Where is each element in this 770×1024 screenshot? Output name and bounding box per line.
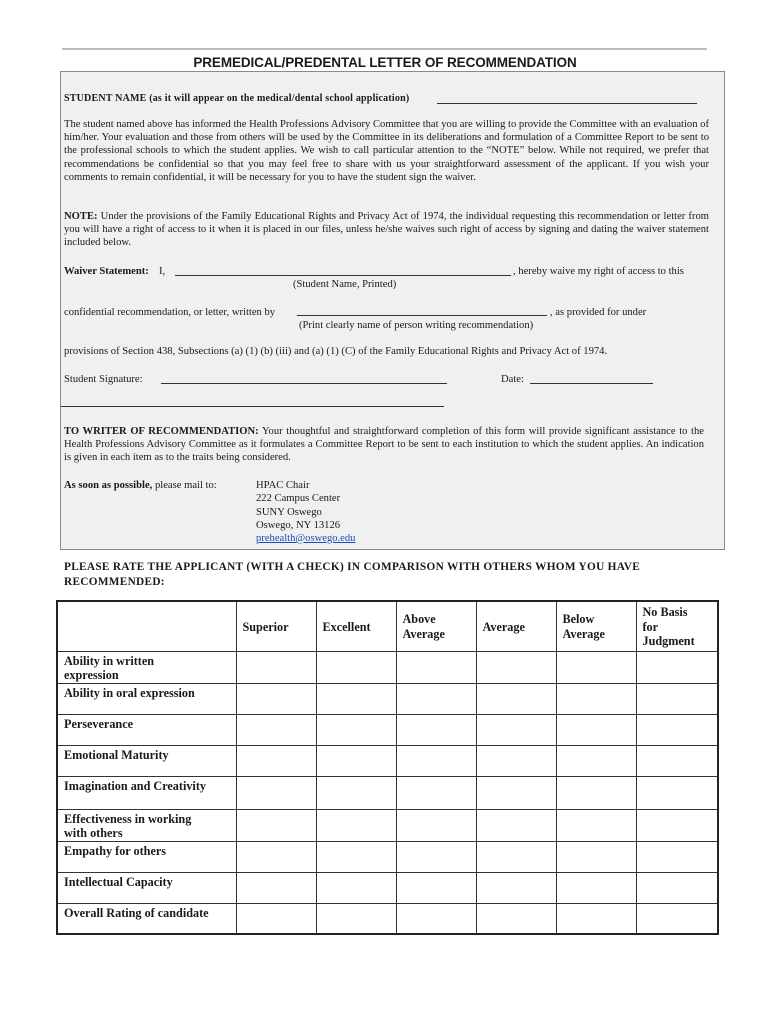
table-row — [57, 841, 718, 872]
confidential-text: confidential recommendation, or letter, written by — [64, 307, 276, 318]
rating-cell[interactable] — [236, 872, 316, 903]
rating-cell[interactable] — [476, 872, 556, 903]
table-row — [57, 776, 718, 809]
rating-cell[interactable] — [316, 683, 396, 714]
date-field[interactable] — [530, 383, 653, 384]
rating-cell[interactable] — [396, 841, 476, 872]
trait-label-line: Overall Rating of candidate — [64, 905, 209, 920]
rating-cell[interactable] — [316, 651, 396, 683]
rating-cell[interactable] — [476, 683, 556, 714]
trait-label-line: Emotional Maturity — [64, 747, 169, 762]
column-header-line: No Basis — [642, 605, 688, 619]
waiver-hereby: , hereby waive my right of access to this — [513, 266, 684, 277]
table-row — [57, 683, 718, 714]
rating-cell[interactable] — [636, 872, 718, 903]
trait-label-line: Empathy for others — [64, 843, 167, 858]
rating-cell[interactable] — [316, 903, 396, 934]
trait-label — [57, 683, 236, 714]
top-rule — [62, 48, 707, 50]
rating-cell[interactable] — [556, 903, 636, 934]
trait-label — [57, 809, 236, 841]
writer-name-field[interactable] — [297, 315, 547, 316]
mail-line-3: SUNY Oswego — [256, 507, 322, 518]
column-header — [316, 601, 396, 651]
rating-cell[interactable] — [476, 651, 556, 683]
rating-cell[interactable] — [556, 809, 636, 841]
rating-cell[interactable] — [396, 872, 476, 903]
rating-cell[interactable] — [316, 809, 396, 841]
trait-label — [57, 745, 236, 776]
writer-text: Your thoughtful and straightforward completion of this form will provide significant assistance to the Health Professions Advisory Committee as it formulates a Committee Report to be sent to each institution to which the student applies. An indication is given in each item as to the traits being considered. — [64, 426, 704, 464]
date-label: Date: — [501, 374, 524, 385]
mail-line-1: HPAC Chair — [256, 480, 310, 491]
table-row — [57, 872, 718, 903]
table-row — [57, 745, 718, 776]
rating-cell[interactable] — [316, 714, 396, 745]
trait-label — [57, 776, 236, 809]
page-title: PREMEDICAL/PREDENTAL LETTER OF RECOMMENDATION — [193, 55, 577, 70]
trait-label — [57, 872, 236, 903]
trait-label-line: expression — [64, 668, 119, 682]
header-blank — [57, 601, 236, 651]
rating-cell[interactable] — [316, 745, 396, 776]
column-header-line: Judgment — [642, 634, 695, 648]
column-header — [236, 601, 316, 651]
rating-cell[interactable] — [236, 651, 316, 683]
rating-cell[interactable] — [636, 651, 718, 683]
rating-cell[interactable] — [396, 776, 476, 809]
instructions-box — [60, 71, 725, 550]
rating-cell[interactable] — [236, 745, 316, 776]
trait-label-line: Intellectual Capacity — [64, 874, 173, 889]
rating-cell[interactable] — [236, 841, 316, 872]
rating-cell[interactable] — [316, 776, 396, 809]
trait-label-line: Perseverance — [64, 716, 134, 731]
trait-label-line: Effectiveness in working — [64, 811, 192, 826]
mail-label-rest: please mail to: — [152, 480, 217, 491]
table-row — [57, 903, 718, 934]
rating-cell[interactable] — [476, 841, 556, 872]
rating-cell[interactable] — [396, 714, 476, 745]
trait-label-line: with others — [64, 826, 123, 840]
writer-label: TO WRITER OF RECOMMENDATION: — [64, 426, 259, 437]
rating-cell[interactable] — [556, 776, 636, 809]
column-header-line: Average — [482, 619, 525, 634]
rating-cell[interactable] — [476, 745, 556, 776]
as-provided-text: , as provided for under — [550, 307, 647, 318]
signature-field[interactable] — [161, 383, 447, 384]
rating-cell[interactable] — [556, 841, 636, 872]
rating-cell[interactable] — [476, 809, 556, 841]
table-row — [57, 714, 718, 745]
column-header-line: Superior — [242, 619, 289, 634]
table-row — [57, 651, 718, 683]
rating-cell[interactable] — [236, 809, 316, 841]
note-text: Under the provisions of the Family Educational Rights and Privacy Act of 1974, the individual requesting this recommendation or letter from you will have a right of access to it when it is placed in our files, unless he/she waives such right of access by signing and dating the waiver statement included below. — [64, 211, 709, 249]
rating-cell[interactable] — [636, 809, 718, 841]
table-row — [57, 809, 718, 841]
waiver-i: I, — [159, 266, 166, 277]
rating-cell[interactable] — [396, 809, 476, 841]
rating-table — [56, 600, 719, 935]
rating-cell[interactable] — [636, 903, 718, 934]
column-header — [396, 601, 476, 651]
note-label: NOTE: — [64, 211, 98, 222]
rating-cell[interactable] — [636, 714, 718, 745]
rating-instructions: PLEASE RATE THE APPLICANT (WITH A CHECK) IN COMPARISON WITH OTHERS WHOM YOU HAVE RECOMMENDED: — [64, 561, 641, 588]
rating-cell[interactable] — [556, 872, 636, 903]
column-header-line: Excellent — [322, 619, 371, 634]
column-header — [476, 601, 556, 651]
rating-cell[interactable] — [556, 651, 636, 683]
waiver-student-name-field[interactable] — [175, 275, 511, 276]
trait-label — [57, 841, 236, 872]
rating-cell[interactable] — [636, 776, 718, 809]
trait-label — [57, 651, 236, 683]
rating-cell[interactable] — [396, 651, 476, 683]
student-name-label: STUDENT NAME (as it will appear on the medical/dental school application) — [64, 93, 410, 104]
student-name-caption: (Student Name, Printed) — [293, 279, 397, 290]
rating-cell[interactable] — [556, 745, 636, 776]
mail-line-4: Oswego, NY 13126 — [256, 520, 341, 531]
trait-label — [57, 714, 236, 745]
writer-caption: (Print clearly name of person writing recommendation) — [299, 320, 534, 331]
trait-label-line: Ability in written — [64, 653, 155, 668]
section-divider — [61, 406, 444, 407]
writer-paragraph — [64, 425, 704, 465]
mail-line-2: 222 Campus Center — [256, 493, 341, 504]
column-header-line: Above — [402, 612, 436, 627]
rating-cell[interactable] — [236, 683, 316, 714]
rating-cell[interactable] — [316, 872, 396, 903]
waiver-label: Waiver Statement: — [64, 266, 149, 277]
rating-cell[interactable] — [476, 776, 556, 809]
rating-cell[interactable] — [396, 683, 476, 714]
mail-label — [64, 479, 217, 492]
provisions-text: provisions of Section 438, Subsections (a) (1) (b) (iii) and (a) (1) (C) of the Family Educational Rights and Privacy Act of 1974. — [64, 346, 608, 357]
rating-cell[interactable] — [236, 903, 316, 934]
rating-cell[interactable] — [636, 683, 718, 714]
note-paragraph — [64, 210, 709, 250]
column-header-line: Average — [562, 626, 605, 641]
rating-cell[interactable] — [236, 714, 316, 745]
column-header-line: for — [642, 619, 659, 634]
header-row — [57, 601, 718, 651]
signature-label: Student Signature: — [64, 374, 143, 385]
rating-cell[interactable] — [636, 745, 718, 776]
column-header-line: Average — [402, 626, 445, 641]
email-link[interactable]: prehealth@oswego.edu — [256, 533, 356, 544]
trait-label-line: Ability in oral expression — [64, 685, 195, 700]
rating-cell[interactable] — [396, 903, 476, 934]
trait-label-line: Imagination and Creativity — [64, 778, 206, 793]
rating-cell[interactable] — [476, 714, 556, 745]
column-header — [556, 601, 636, 651]
column-header-line: Below — [562, 612, 595, 627]
student-name-field[interactable] — [437, 103, 697, 104]
rating-cell[interactable] — [236, 776, 316, 809]
rating-cell[interactable] — [316, 841, 396, 872]
trait-label — [57, 903, 236, 934]
column-header — [636, 601, 718, 651]
intro-paragraph: The student named above has informed the Health Professions Advisory Committee that you are willing to provide the Committee with an evaluation of him/her. Your evaluation and those from others will be used by the Committee in its deliberations and formulation of a Committee Report to be sent to the professional schools to which the student applies. We wish to call particular attention to the “NOTE” below. While not required, we prefer that recommendations be confidential so that you may feel free to share with us your straightforward assessment of the applicant. If you wish your comments to remain confidential, it will be necessary for you to have the student sign the waiver. — [64, 119, 709, 183]
rating-cell[interactable] — [396, 745, 476, 776]
rating-cell[interactable] — [556, 683, 636, 714]
rating-body — [57, 651, 718, 934]
rating-cell[interactable] — [476, 903, 556, 934]
rating-cell[interactable] — [556, 714, 636, 745]
mail-label-bold: As soon as possible, — [64, 480, 153, 491]
rating-cell[interactable] — [636, 841, 718, 872]
